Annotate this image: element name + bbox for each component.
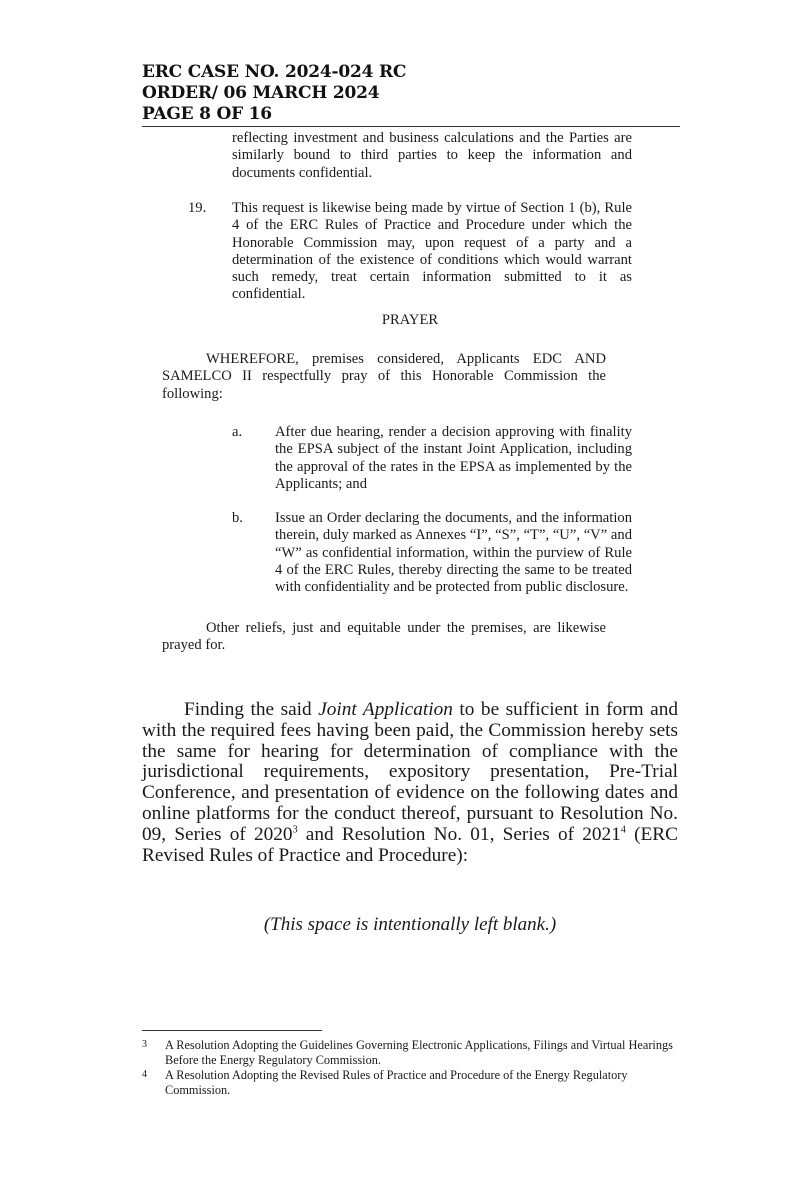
prayer-heading: PRAYER — [381, 312, 439, 328]
case-number: ERC CASE NO. 2024-024 RC — [142, 62, 407, 82]
footnote-ref[interactable]: 4 — [620, 824, 626, 836]
text-run: Finding the said — [184, 699, 319, 720]
item-label: a. — [232, 424, 243, 440]
footnote — [142, 1068, 682, 1097]
footnote-number: 3 — [142, 1039, 147, 1050]
footnote-text: A Resolution Adopting the Revised Rules of Practice and Procedure of the Energy Regulatory Commission. — [165, 1068, 628, 1097]
other-reliefs-paragraph: Other reliefs, just and equitable under the premises, are likewise prayed for. — [162, 620, 606, 654]
finding-paragraph — [142, 700, 678, 866]
footnote-ref[interactable]: 3 — [292, 824, 298, 836]
header-divider — [142, 126, 680, 127]
footnote-text: A Resolution Adopting the Guidelines Governing Electronic Applications, Filings and Virtual Hearings Before the Energy Regulatory Commission. — [165, 1038, 673, 1067]
prayer-item: After due hearing, render a decision approving with finality the EPSA subject of the instant Joint Application, including the approval of the rates in the EPSA as implemented by the Applicants; and — [275, 424, 632, 492]
wherefore-paragraph: WHEREFORE, premises considered, Applicants EDC AND SAMELCO II respectfully pray of this Honorable Commission the following: — [162, 351, 606, 402]
footnote — [142, 1038, 682, 1067]
order-date: ORDER/ 06 MARCH 2024 — [142, 83, 380, 103]
joint-application-term: Joint Application — [318, 699, 453, 720]
page-header — [142, 62, 678, 125]
continued-paragraph: reflecting investment and business calculations and the Parties are similarly bound to third parties to keep the information and documents confidential. — [232, 130, 632, 181]
item-label: b. — [232, 510, 243, 526]
prayer-item: Issue an Order declaring the documents, and the information therein, duly marked as Annexes “I”, “S”, “T”, “U”, “V” and “W” as confidential information, within the purview of Rule 4 of the ERC Rules, thereby directing the same to be treated with confidentiality and be protected from public disclosure. — [275, 510, 632, 596]
footnote-number: 4 — [142, 1069, 147, 1080]
paragraph-19: This request is likewise being made by virtue of Section 1 (b), Rule 4 of the ERC Rules of Practice and Procedure under which the Honorable Commission may, upon request of a party and a determination of the existence of conditions which would warrant such remedy, treat certain information submitted to it as confidential. — [232, 200, 632, 303]
paragraph-number: 19. — [188, 200, 207, 216]
text-run: (ERC Revised Rules of Practice and Procedure): — [142, 823, 678, 866]
blank-space-notice: (This space is intentionally left blank.) — [263, 914, 557, 935]
text-run: and Resolution No. 01, Series of 2021 — [297, 823, 621, 845]
page-number: PAGE 8 OF 16 — [142, 104, 272, 124]
text-run: to be sufficient in form and with the required fees having been paid, the Commission hereby sets the same for hearing for determination of compliance with the jurisdictional requirements, expository presentation, Pre-Trial Conference, and presentation of evidence on the following dates and online platforms for the conduct thereof, pursuant to Resolution No. 09, Series of 2020 — [142, 699, 678, 845]
footnote-divider — [142, 1030, 322, 1031]
